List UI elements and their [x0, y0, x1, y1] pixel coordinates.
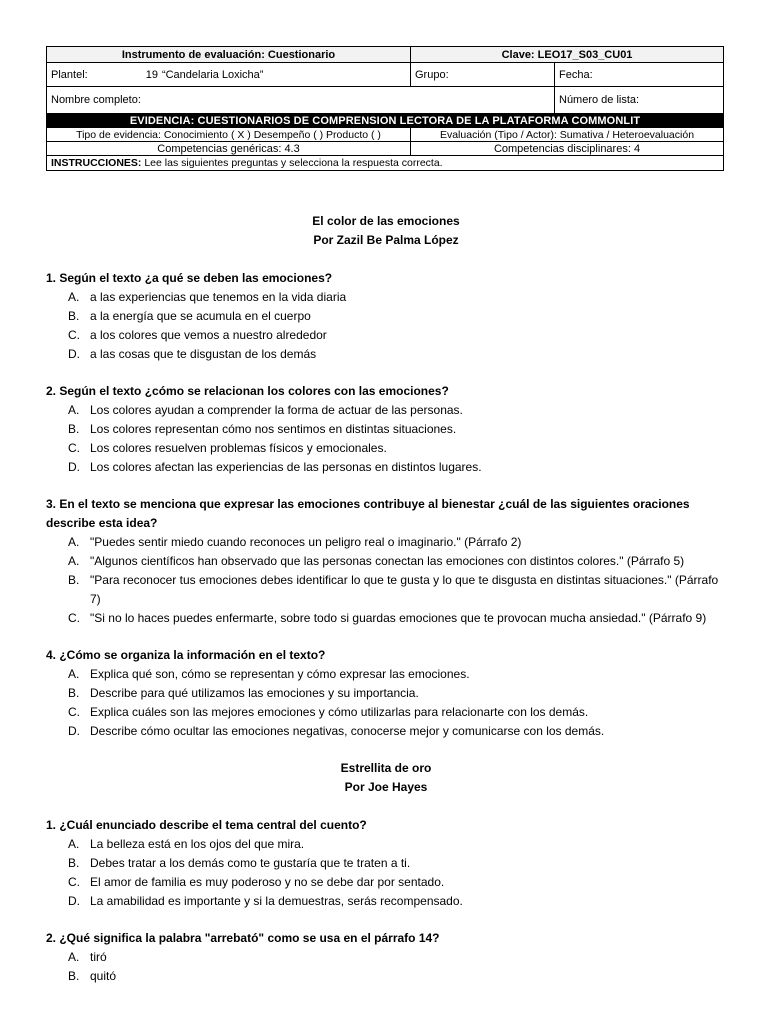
- options-list: [46, 288, 726, 364]
- option-letter: B.: [68, 309, 80, 323]
- option-item[interactable]: [68, 665, 726, 684]
- option-letter: B.: [68, 686, 80, 700]
- option-text: a los colores que vemos a nuestro alrededor: [90, 328, 327, 342]
- option-text: Los colores afectan las experiencias de las personas en distintos lugares.: [90, 460, 482, 474]
- question-text: 2. Según el texto ¿cómo se relacionan los colores con las emociones?: [46, 384, 449, 398]
- option-text: Debes tratar a los demás como te gustaría que te traten a ti.: [90, 856, 411, 870]
- question-block: [46, 816, 726, 911]
- instructions-label: INSTRUCCIONES:: [51, 157, 142, 169]
- question-text: 1. ¿Cuál enunciado describe el tema central del cuento?: [46, 818, 367, 832]
- question-block: [46, 382, 726, 477]
- option-text: "Si no lo haces puedes enfermarte, sobre todo si guardas emociones que te provocan mucha ansiedad." (Párrafo 9): [90, 611, 707, 625]
- option-letter: D.: [68, 460, 80, 474]
- evaluacion-tipo: Evaluación (Tipo / Actor): Sumativa / Heteroevaluación: [411, 128, 724, 142]
- option-text: Los colores representan cómo nos sentimos en distintas situaciones.: [90, 422, 457, 436]
- option-text: Los colores resuelven problemas físicos y emocionales.: [90, 441, 387, 455]
- option-letter: B.: [68, 573, 80, 587]
- instrument-title: Instrumento de evaluación: Cuestionario: [47, 47, 411, 63]
- question-block: [46, 495, 726, 628]
- numero-lista-label: Número de lista:: [555, 87, 724, 114]
- option-item[interactable]: [68, 345, 726, 364]
- evaluation-header-table: [46, 46, 724, 171]
- option-letter: B.: [68, 422, 80, 436]
- option-letter: A.: [68, 290, 80, 304]
- option-item[interactable]: [68, 326, 726, 345]
- reading-title: El color de las emociones: [312, 214, 460, 228]
- competencias-disciplinares: Competencias disciplinares: 4: [411, 142, 724, 156]
- question-block: [46, 269, 726, 364]
- option-letter: D.: [68, 347, 80, 361]
- questionnaire-content: [46, 212, 726, 986]
- option-text: Explica cuáles son las mejores emociones y cómo utilizarlas para relacionarte con los demás.: [90, 705, 589, 719]
- question-block: [46, 646, 726, 741]
- grupo-label: Grupo:: [411, 63, 555, 87]
- option-item[interactable]: [68, 533, 726, 552]
- option-text: a las experiencias que tenemos en la vida diaria: [90, 290, 347, 304]
- option-item[interactable]: [68, 571, 726, 609]
- nombre-label: Nombre completo:: [47, 87, 555, 114]
- option-text: tiró: [90, 950, 107, 964]
- option-item[interactable]: [68, 873, 726, 892]
- plantel-label: Plantel:: [51, 68, 88, 81]
- question-text: 1. Según el texto ¿a qué se deben las emociones?: [46, 271, 333, 285]
- option-item[interactable]: [68, 835, 726, 854]
- option-letter: C.: [68, 441, 80, 455]
- reading-author: Por Joe Hayes: [344, 780, 428, 794]
- options-list: [46, 948, 726, 986]
- option-item[interactable]: [68, 854, 726, 873]
- option-letter: A.: [68, 950, 80, 964]
- plantel-name: “Candelaria Loxicha”: [161, 68, 264, 81]
- question-text: 2. ¿Qué significa la palabra "arrebató" como se usa en el párrafo 14?: [46, 931, 440, 945]
- fecha-label: Fecha:: [555, 63, 724, 87]
- option-letter: A.: [68, 837, 80, 851]
- option-text: Los colores ayudan a comprender la forma de actuar de las personas.: [90, 403, 463, 417]
- option-text: "Puedes sentir miedo cuando reconoces un peligro real o imaginario." (Párrafo 2): [90, 535, 522, 549]
- option-text: La amabilidad es importante y si la demuestras, serás recompensado.: [90, 894, 463, 908]
- option-item[interactable]: [68, 401, 726, 420]
- option-letter: C.: [68, 875, 80, 889]
- options-list: [46, 665, 726, 741]
- option-item[interactable]: [68, 703, 726, 722]
- evidence-banner: EVIDENCIA: CUESTIONARIOS DE COMPRENSION LECTORA DE LA PLATAFORMA COMMONLIT: [47, 114, 724, 128]
- option-item[interactable]: [68, 458, 726, 477]
- option-text: El amor de familia es muy poderoso y no se debe dar por sentado.: [90, 875, 445, 889]
- option-item[interactable]: [68, 948, 726, 967]
- option-text: "Algunos científicos han observado que las personas conectan las emociones con distintos colores." (Párrafo 5): [90, 554, 685, 568]
- option-text: a la energía que se acumula en el cuerpo: [90, 309, 311, 323]
- option-item[interactable]: [68, 439, 726, 458]
- option-letter: C.: [68, 705, 80, 719]
- reading-author: Por Zazil Be Palma López: [313, 233, 459, 247]
- option-letter: B.: [68, 969, 80, 983]
- question-block: [46, 929, 726, 986]
- option-text: Explica qué son, cómo se representan y cómo expresar las emociones.: [90, 667, 470, 681]
- question-text: 3. En el texto se menciona que expresar las emociones contribuye al bienestar ¿cuál de las siguientes oraciones describe esta idea?: [46, 497, 690, 530]
- option-text: La belleza está en los ojos del que mira.: [90, 837, 305, 851]
- reading-title: Estrellita de oro: [340, 761, 432, 775]
- competencias-genericas: Competencias genéricas: 4.3: [47, 142, 411, 156]
- option-text: a las cosas que te disgustan de los demás: [90, 347, 317, 361]
- option-text: Describe cómo ocultar las emociones negativas, conocerse mejor y comunicarse con los demás.: [90, 724, 605, 738]
- option-item[interactable]: [68, 609, 726, 628]
- option-letter: B.: [68, 856, 80, 870]
- reading1-heading: [46, 212, 726, 250]
- option-text: quitó: [90, 969, 117, 983]
- option-item[interactable]: [68, 722, 726, 741]
- option-letter: A.: [68, 403, 80, 417]
- clave-code: Clave: LEO17_S03_CU01: [411, 47, 724, 63]
- question-text: 4. ¿Cómo se organiza la información en el texto?: [46, 648, 326, 662]
- option-letter: C.: [68, 611, 80, 625]
- option-item[interactable]: [68, 307, 726, 326]
- option-text: "Para reconocer tus emociones debes identificar lo que te gusta y lo que te disgusta en distintas situaciones." (Párrafo 7): [90, 573, 719, 606]
- option-item[interactable]: [68, 420, 726, 439]
- option-item[interactable]: [68, 684, 726, 703]
- plantel-cell: [47, 63, 411, 87]
- options-list: [46, 835, 726, 911]
- option-letter: D.: [68, 894, 80, 908]
- options-list: [46, 401, 726, 477]
- option-text: Describe para qué utilizamos las emociones y su importancia.: [90, 686, 419, 700]
- option-item[interactable]: [68, 552, 726, 571]
- option-letter: D.: [68, 724, 80, 738]
- reading2-heading: [46, 759, 726, 797]
- option-item[interactable]: [68, 967, 726, 986]
- option-letter: A.: [68, 667, 80, 681]
- options-list: [46, 533, 726, 628]
- instructions-text: Lee las siguientes preguntas y selecciona la respuesta correcta.: [141, 157, 443, 169]
- option-item[interactable]: [68, 288, 726, 307]
- option-letter: A.: [68, 535, 80, 549]
- instructions: [47, 156, 724, 171]
- plantel-number: 19: [145, 68, 158, 81]
- option-letter: A.: [68, 554, 80, 568]
- tipo-evidencia: Tipo de evidencia: Conocimiento ( X ) Desempeño ( ) Producto ( ): [47, 128, 411, 142]
- option-item[interactable]: [68, 892, 726, 911]
- option-letter: C.: [68, 328, 80, 342]
